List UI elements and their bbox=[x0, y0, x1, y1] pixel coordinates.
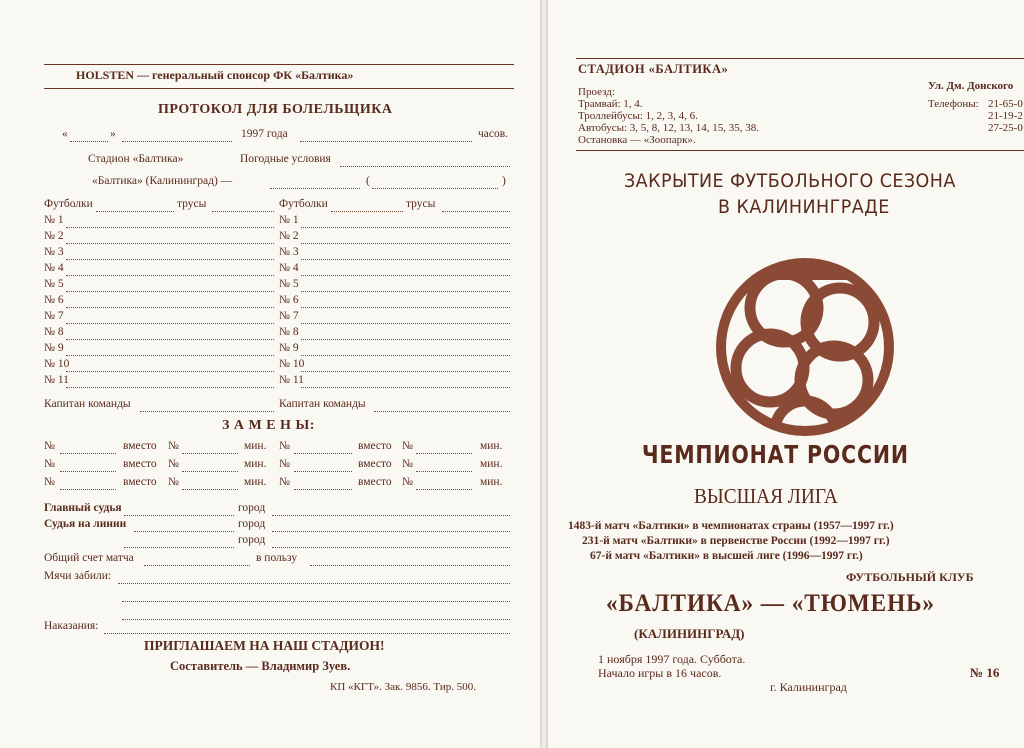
shirts-label-away: Футболки bbox=[279, 198, 328, 210]
stadium-address: Ул. Дм. Донского bbox=[928, 80, 1014, 92]
player-name-field-home[interactable] bbox=[66, 387, 274, 388]
sub-instead-label: вместо bbox=[358, 440, 392, 452]
total-score-label: Общий счет матча bbox=[44, 552, 134, 564]
shorts-label-away: трусы bbox=[406, 198, 436, 210]
player-number-away: № 7 bbox=[279, 310, 299, 322]
weather-field[interactable] bbox=[340, 166, 510, 167]
page-fold bbox=[540, 0, 548, 748]
stadium-label: Стадион «Балтика» bbox=[88, 153, 184, 165]
captain-label-away: Капитан команды bbox=[279, 398, 366, 410]
player-name-field-away[interactable] bbox=[301, 259, 510, 260]
scorers-field-2[interactable] bbox=[122, 601, 510, 602]
shirts-field-away[interactable] bbox=[331, 211, 403, 212]
sub-no-label: № bbox=[402, 476, 413, 488]
linesman1-city-label: город bbox=[238, 518, 266, 530]
club-label: ФУТБОЛЬНЫЙ КЛУБ bbox=[846, 570, 974, 584]
right-top-rule bbox=[576, 58, 1024, 59]
player-name-field-home[interactable] bbox=[66, 259, 274, 260]
sub-no-label: № bbox=[279, 440, 290, 452]
player-name-field-home[interactable] bbox=[66, 355, 274, 356]
player-name-field-away[interactable] bbox=[301, 291, 510, 292]
football-icon bbox=[714, 256, 896, 438]
phone-3: 27-25-0 bbox=[988, 122, 1023, 134]
stop-line: Остановка — «Зоопарк». bbox=[578, 134, 696, 146]
sub-instead-label: вместо bbox=[358, 476, 392, 488]
protocol-title: ПРОТОКОЛ ДЛЯ БОЛЕЛЬЩИКА bbox=[158, 102, 393, 117]
sub-no-label: № bbox=[168, 458, 179, 470]
tram-line: Трамвай: 1, 4. bbox=[578, 98, 643, 110]
player-number-away: № 5 bbox=[279, 278, 299, 290]
in-favor-field[interactable] bbox=[310, 565, 510, 566]
sub-field[interactable] bbox=[416, 489, 472, 490]
player-number-home: № 11 bbox=[44, 374, 69, 386]
player-number-home: № 8 bbox=[44, 326, 64, 338]
sub-min-label: мин. bbox=[244, 476, 267, 488]
score-open: ( bbox=[366, 175, 370, 187]
scorers-field-1[interactable] bbox=[118, 583, 510, 584]
penalties-field[interactable] bbox=[104, 633, 510, 634]
stat-line-3: 67-й матч «Балтики» в высшей лиге (1996—1997 гг.) bbox=[590, 550, 863, 562]
bus-line: Автобусы: 3, 5, 8, 12, 13, 14, 15, 35, 38. bbox=[578, 122, 760, 134]
sub-min-label: мин. bbox=[244, 458, 267, 470]
player-name-field-away[interactable] bbox=[301, 339, 510, 340]
sub-field[interactable] bbox=[60, 453, 116, 454]
date-line: 1 ноября 1997 года. Суббота. bbox=[598, 652, 746, 666]
sub-no-label: № bbox=[44, 440, 55, 452]
linesman2-field[interactable] bbox=[124, 547, 234, 548]
player-name-field-home[interactable] bbox=[66, 275, 274, 276]
linesman2-city-field[interactable] bbox=[272, 547, 510, 548]
sub-field[interactable] bbox=[60, 471, 116, 472]
player-number-away: № 3 bbox=[279, 246, 299, 258]
hours-label: часов. bbox=[478, 128, 509, 140]
sub-field[interactable] bbox=[294, 489, 352, 490]
sub-field[interactable] bbox=[182, 453, 238, 454]
referee-city-label: город bbox=[238, 502, 266, 514]
player-name-field-home[interactable] bbox=[66, 243, 274, 244]
phone-2: 21-19-2 bbox=[988, 110, 1023, 122]
sub-no-label: № bbox=[402, 458, 413, 470]
player-name-field-home[interactable] bbox=[66, 323, 274, 324]
compiler-text: Составитель — Владимир Зуев. bbox=[170, 659, 351, 673]
scorers-label: Мячи забили: bbox=[44, 570, 112, 582]
time-field[interactable] bbox=[300, 141, 472, 142]
sub-no-label: № bbox=[44, 476, 55, 488]
linesman1-city-field[interactable] bbox=[272, 531, 510, 532]
season-line-1: ЗАКРЫТИЕ ФУТБОЛЬНОГО СЕЗОНА bbox=[624, 170, 956, 192]
sub-field[interactable] bbox=[182, 489, 238, 490]
player-number-home: № 4 bbox=[44, 262, 64, 274]
stadium-title: СТАДИОН «БАЛТИКА» bbox=[578, 62, 729, 76]
phones-label: Телефоны: bbox=[928, 98, 979, 110]
imprint-text: КП «КГТ». Зак. 9856. Тир. 500. bbox=[330, 681, 476, 693]
sponsor-rule bbox=[44, 88, 514, 89]
sub-min-label: мин. bbox=[480, 440, 503, 452]
month-field[interactable] bbox=[122, 141, 232, 142]
player-name-field-home[interactable] bbox=[66, 291, 274, 292]
player-number-away: № 10 bbox=[279, 358, 305, 370]
sub-no-label: № bbox=[279, 476, 290, 488]
player-name-field-home[interactable] bbox=[66, 227, 274, 228]
sub-field[interactable] bbox=[416, 453, 472, 454]
player-number-home: № 10 bbox=[44, 358, 70, 370]
player-number-away: № 8 bbox=[279, 326, 299, 338]
shorts-label-home: трусы bbox=[177, 198, 207, 210]
sub-field[interactable] bbox=[182, 471, 238, 472]
referee-label: Главный судья bbox=[44, 502, 122, 514]
weather-label: Погодные условия bbox=[240, 153, 331, 165]
subs-title: З А М Е Н Ы: bbox=[222, 418, 315, 433]
linesman-label: Судья на линии bbox=[44, 518, 127, 530]
sub-field[interactable] bbox=[294, 471, 352, 472]
shorts-field-home[interactable] bbox=[212, 211, 274, 212]
matchup-title: «БАЛТИКА» — «ТЮМЕНЬ» bbox=[606, 590, 936, 617]
sub-no-label: № bbox=[168, 476, 179, 488]
sub-field[interactable] bbox=[416, 471, 472, 472]
city-line: г. Калининград bbox=[770, 680, 847, 694]
stat-line-1: 1483-й матч «Балтики» в чемпионатах страны (1957—1997 гг.) bbox=[568, 520, 894, 532]
sub-min-label: мин. bbox=[480, 476, 503, 488]
player-name-field-away[interactable] bbox=[301, 323, 510, 324]
player-number-home: № 1 bbox=[44, 214, 64, 226]
captain-field-away[interactable] bbox=[374, 411, 510, 412]
linesman2-city-label: город bbox=[238, 534, 266, 546]
shorts-field-away[interactable] bbox=[442, 211, 510, 212]
player-name-field-away[interactable] bbox=[301, 227, 510, 228]
phone-1: 21-65-0 bbox=[988, 98, 1023, 110]
referee-city-field[interactable] bbox=[272, 515, 510, 516]
player-name-field-home[interactable] bbox=[66, 307, 274, 308]
year-label: 1997 года bbox=[241, 128, 288, 140]
player-number-home: № 3 bbox=[44, 246, 64, 258]
issue-number: № 16 bbox=[970, 665, 1000, 680]
in-favor-label: в пользу bbox=[256, 552, 298, 564]
league-title: ВЫСШАЯ ЛИГА bbox=[694, 484, 838, 508]
start-line: Начало игры в 16 часов. bbox=[598, 666, 722, 680]
sub-instead-label: вместо bbox=[123, 476, 157, 488]
player-number-home: № 2 bbox=[44, 230, 64, 242]
home-city: (КАЛИНИНГРАД) bbox=[634, 626, 745, 641]
home-team: «Балтика» (Калининград) — bbox=[92, 175, 233, 187]
player-name-field-away[interactable] bbox=[301, 387, 510, 388]
player-name-field-away[interactable] bbox=[301, 275, 510, 276]
player-number-away: № 6 bbox=[279, 294, 299, 306]
away-team-field[interactable] bbox=[270, 188, 360, 189]
shirts-label-home: Футболки bbox=[44, 198, 93, 210]
shirts-field-home[interactable] bbox=[96, 211, 174, 212]
player-name-field-away[interactable] bbox=[301, 307, 510, 308]
sub-no-label: № bbox=[402, 440, 413, 452]
invite-text: ПРИГЛАШАЕМ НА НАШ СТАДИОН! bbox=[144, 638, 385, 653]
championship-title: ЧЕМПИОНАТ РОССИИ bbox=[642, 440, 909, 469]
sub-no-label: № bbox=[168, 440, 179, 452]
sub-instead-label: вместо bbox=[123, 458, 157, 470]
top-rule bbox=[44, 64, 514, 65]
sub-min-label: мин. bbox=[480, 458, 503, 470]
linesman1-field[interactable] bbox=[134, 531, 234, 532]
player-name-field-away[interactable] bbox=[301, 371, 510, 372]
date-quote-close: » bbox=[110, 128, 116, 140]
player-name-field-home[interactable] bbox=[66, 339, 274, 340]
right-mid-rule bbox=[576, 150, 1024, 151]
sub-instead-label: вместо bbox=[123, 440, 157, 452]
player-number-away: № 9 bbox=[279, 342, 299, 354]
sub-no-label: № bbox=[279, 458, 290, 470]
scorers-field-3[interactable] bbox=[122, 619, 510, 620]
player-number-home: № 9 bbox=[44, 342, 64, 354]
score-field[interactable] bbox=[372, 188, 498, 189]
right-page bbox=[548, 0, 1024, 748]
penalties-label: Наказания: bbox=[44, 620, 99, 632]
player-number-home: № 7 bbox=[44, 310, 64, 322]
player-number-home: № 6 bbox=[44, 294, 64, 306]
referee-field[interactable] bbox=[124, 515, 234, 516]
player-number-away: № 2 bbox=[279, 230, 299, 242]
player-number-away: № 1 bbox=[279, 214, 299, 226]
player-number-home: № 5 bbox=[44, 278, 64, 290]
total-score-field[interactable] bbox=[144, 565, 250, 566]
stat-line-2: 231-й матч «Балтики» в первенстве России (1992—1997 гг.) bbox=[582, 535, 890, 547]
sub-instead-label: вместо bbox=[358, 458, 392, 470]
player-name-field-away[interactable] bbox=[301, 243, 510, 244]
score-close: ) bbox=[502, 175, 506, 187]
trolley-line: Троллейбусы: 1, 2, 3, 4, 6. bbox=[578, 110, 698, 122]
sub-no-label: № bbox=[44, 458, 55, 470]
captain-label-home: Капитан команды bbox=[44, 398, 131, 410]
transit-label: Проезд: bbox=[578, 86, 615, 98]
player-number-away: № 11 bbox=[279, 374, 304, 386]
captain-field-home[interactable] bbox=[140, 411, 274, 412]
day-field[interactable] bbox=[70, 141, 108, 142]
player-name-field-home[interactable] bbox=[66, 371, 274, 372]
sub-min-label: мин. bbox=[244, 440, 267, 452]
date-quote-open: « bbox=[62, 128, 68, 140]
season-line-2: В КАЛИНИНГРАДЕ bbox=[718, 196, 890, 218]
sub-field[interactable] bbox=[60, 489, 116, 490]
sponsor-line: HOLSTEN — генеральный спонсор ФК «Балтика» bbox=[76, 68, 354, 82]
sub-field[interactable] bbox=[294, 453, 352, 454]
player-name-field-away[interactable] bbox=[301, 355, 510, 356]
player-number-away: № 4 bbox=[279, 262, 299, 274]
